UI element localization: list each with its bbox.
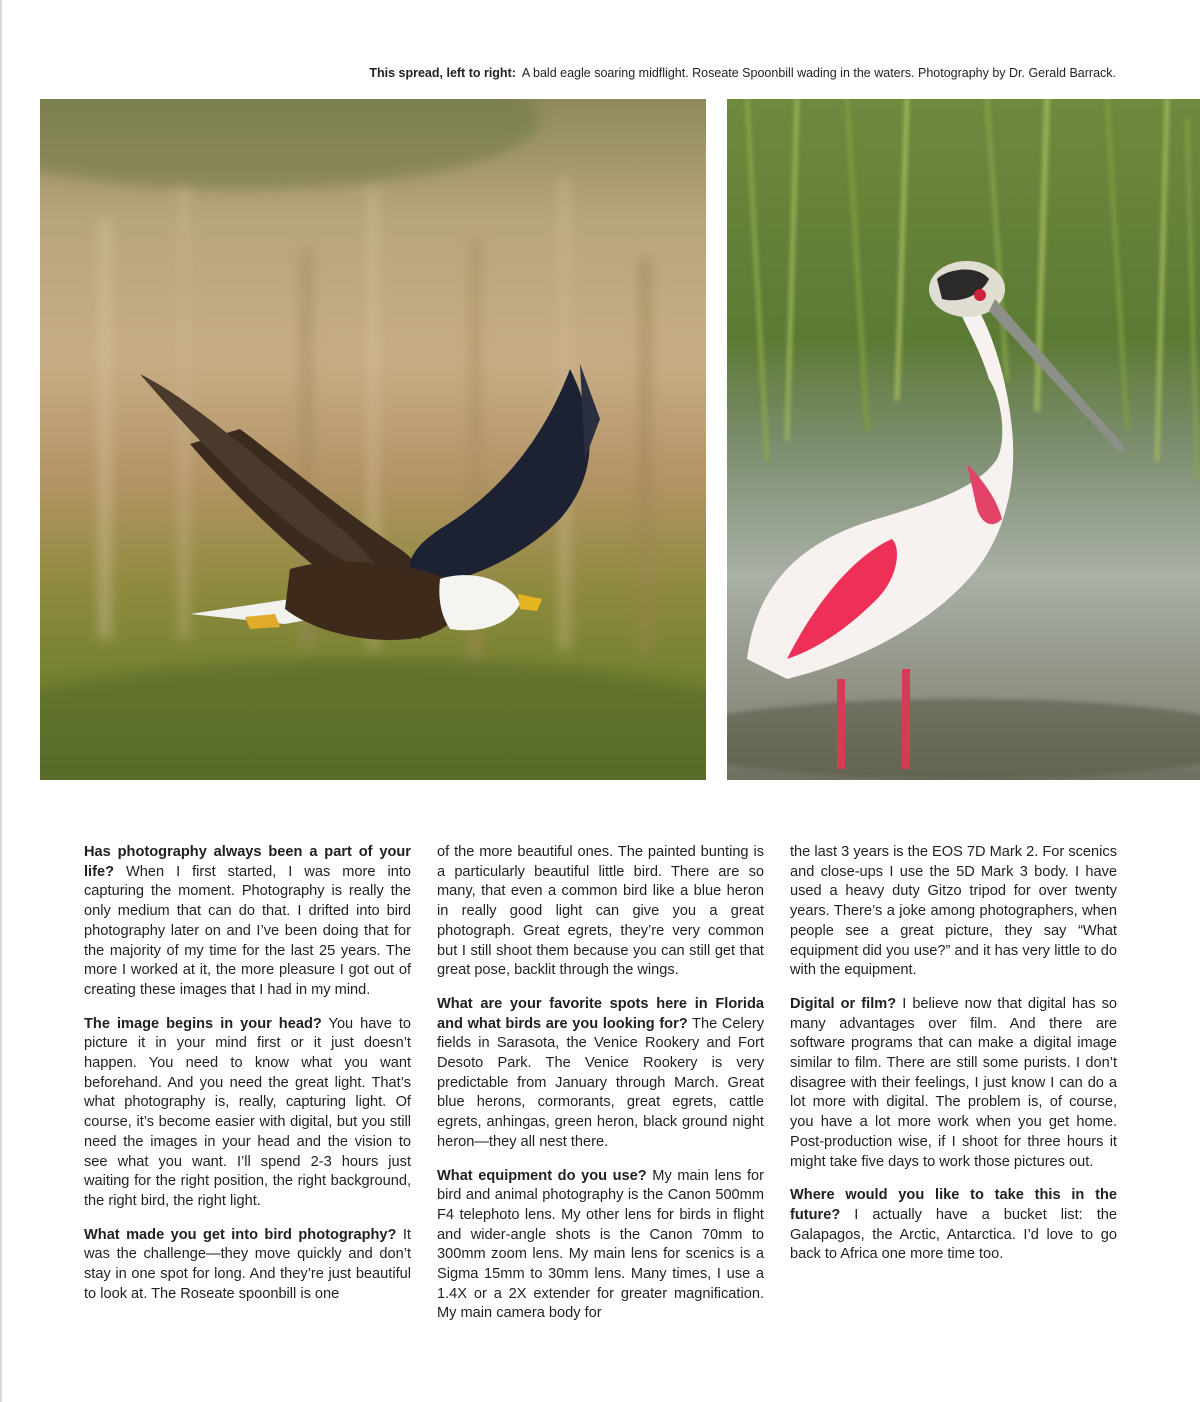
caption-lead: This spread, left to right: (369, 66, 516, 80)
paragraph (84, 843, 411, 1001)
interview-answer: My main lens for bird and animal photography is the Canon 500mm F4 telephoto lens. My other lens for birds in flight and wider-angle shots is the Canon 70mm to 300mm zoom lens. My main lens for scenics is a Sigma 15mm to 30mm lens. Many times, I use a 1.4X or a 2X extender for greater magnification. My main camera body for (437, 1167, 764, 1322)
bald-eagle-photo (40, 99, 706, 780)
interview-question: What equipment do you use? (437, 1167, 647, 1184)
paragraph (790, 1186, 1117, 1265)
interview-question: Where would you like to take this in the future? (790, 1187, 1117, 1223)
paragraph: the last 3 years is the EOS 7D Mark 2. For scenics and close-ups I use the 5D Mark 3 body. I have used a heavy duty Gitzo tripod for over twenty years. There’s a joke among photographers, when people see a great picture, they say “What equipment did you use?” and it has very little to do with the equipment. (790, 844, 1117, 979)
paragraph: of the more beautiful ones. The painted bunting is a particularly beautiful little bird. There are so many, that even a common bird like a blue heron in really good light can give you a great photograph. Great egrets, they’re very common but I still shoot them because you can still get that great pose, backlit through the wings. (437, 844, 764, 979)
interview-question: The image begins in your head? (84, 1015, 322, 1032)
interview-question: Digital or film? (790, 995, 897, 1012)
caption-text: A bald eagle soaring midflight. Roseate Spoonbill wading in the waters. Photography by Dr. Gerald Barrack. (521, 66, 1116, 80)
interview-answer: I actually have a bucket list: the Galapagos, the Arctic, Antarctica. I’d love to go back to Africa one more time too. (790, 1206, 1117, 1263)
interview-answer: It was the challenge—they move quickly and don’t stay in one spot for long. And they’re just beautiful to look at. The Roseate spoonbill is one (84, 1226, 411, 1302)
paragraph (84, 1015, 411, 1212)
article-column-1 (84, 843, 411, 1318)
paragraph (84, 1226, 411, 1305)
interview-question: What are your favorite spots here in Florida and what birds are you looking for? (437, 995, 764, 1032)
paragraph (437, 1167, 764, 1325)
interview-question: What made you get into bird photography? (84, 1226, 397, 1243)
interview-answer: The Celery fields in Sarasota, the Venice Rookery and Fort Desoto Park. The Venice Rookery is very predictable from January through March. Great blue herons, cormorants, great egrets, cattle egrets, anhingas, green heron, black ground night heron—they all nest there. (437, 1015, 764, 1150)
interview-answer: When I first started, I was more into capturing the moment. Photography is really the only medium that can do that. I drifted into bird photography later on and I’ve been doing that for the majority of my time for the last 25 years. The more I worked at it, the more pleasure I got out of creating these images that I had in my mind. (84, 863, 411, 998)
article-column-2 (437, 843, 764, 1338)
page-edge-rule (0, 0, 2, 1402)
interview-question: Has photography always been a part of your life? (84, 844, 411, 880)
paragraph (790, 995, 1117, 1172)
interview-answer: You have to picture it in your mind first or it just doesn’t happen. You need to know what you want beforehand. And you need the great light. That’s what photography is, really, capturing light. Of course, it’s become easier with digital, but you still need the images in your head and the vision to see what you want. I’ll spend 2-3 hours just waiting for the right position, the right background, the right bird, the right light. (84, 1015, 412, 1209)
article-column-3 (790, 843, 1117, 1279)
roseate-spoonbill-photo (727, 99, 1200, 780)
paragraph (437, 995, 764, 1153)
photo-caption (369, 66, 1116, 80)
interview-answer: I believe now that digital has so many advantages over film. And there are software programs that can make a digital image similar to film. There are still some purists. I don’t disagree with their feelings, I just know I can do a lot more with digital. The problem is, of course, you have a lot more work when you get home. Post-production wise, if I shoot for three hours it might take five days to work those pictures out. (790, 995, 1118, 1170)
